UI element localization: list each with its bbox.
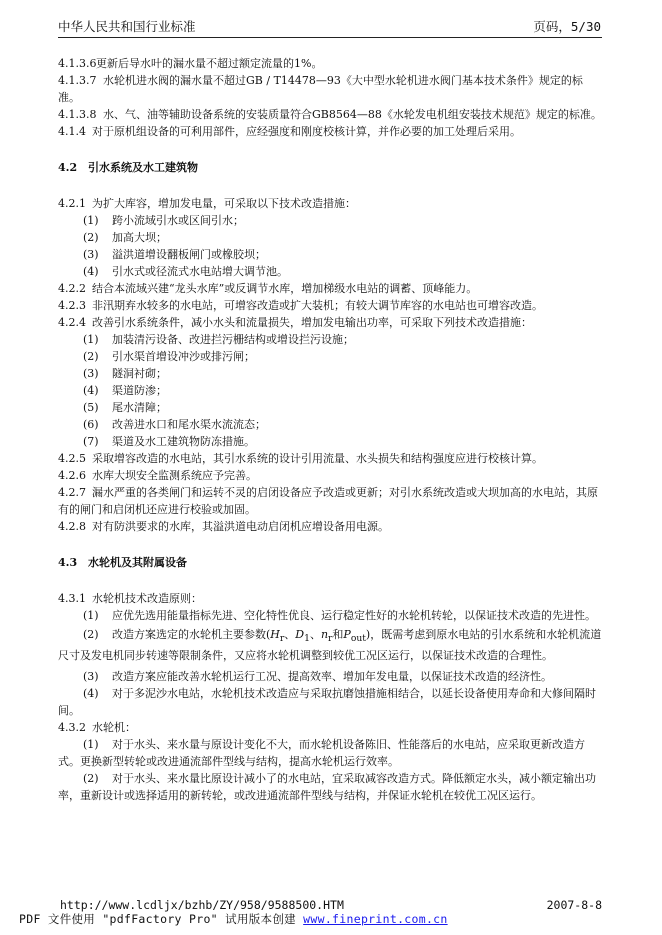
section-title: 水轮机及其附属设备 bbox=[88, 556, 187, 569]
principle-4 bbox=[58, 685, 602, 719]
list-item bbox=[58, 399, 602, 416]
clause-4-2-5 bbox=[58, 450, 602, 467]
clause-4-1-3-6 bbox=[58, 55, 602, 72]
item-number: (1) bbox=[83, 738, 99, 752]
clause-number: 4.1.3.7 bbox=[58, 74, 97, 87]
list-item bbox=[58, 263, 602, 280]
clause-number: 4.3.1 bbox=[58, 592, 86, 605]
item-text: 加高大坝； bbox=[112, 231, 167, 244]
list-item bbox=[58, 348, 602, 365]
item-text: 改善进水口和尾水渠水流流态； bbox=[112, 418, 266, 431]
item-text: 对于多泥沙水电站，水轮机技术改造应与采取抗磨蚀措施相结合，以延长设备使用寿命和大修间隔时间。 bbox=[58, 687, 596, 718]
item-text: 改造方案应能改善水轮机运行工况、提高效率、增加年发电量，以保证技术改造的经济性。 bbox=[112, 670, 552, 684]
item-number: (3) bbox=[83, 367, 99, 380]
item-number: (4) bbox=[83, 687, 99, 701]
item-text: 跨小流域引水或区间引水； bbox=[112, 214, 244, 227]
clause-4-1-3-8 bbox=[58, 106, 602, 123]
clause-number: 4.2.5 bbox=[58, 452, 86, 465]
clause-text: 采取增容改造的水电站，其引水系统的设计引用流量、水头损失和结构强度应进行校核计算。 bbox=[92, 452, 543, 465]
param-and: 和 bbox=[332, 628, 344, 641]
item-number: (3) bbox=[83, 248, 99, 261]
clause-text: 非汛期弃水较多的水电站，可增容改造或扩大装机；有较大调节库容的水电站也可增容改造。 bbox=[92, 299, 543, 312]
param-sep: 、 bbox=[284, 628, 296, 641]
item-number: (7) bbox=[83, 435, 99, 448]
clause-text: 漏水严重的各类闸门和运转不灵的启闭设备应予改造或更新；对引水系统改造或大坝加高的水电站，其原有的闸门和启闭机还应进行校验或加固。 bbox=[58, 486, 598, 516]
clause-number: 4.2.7 bbox=[58, 486, 86, 499]
document-body bbox=[58, 55, 602, 804]
list-item bbox=[58, 365, 602, 382]
clause-text: 水库大坝安全监测系统应予完善。 bbox=[92, 469, 257, 482]
item-number: (3) bbox=[83, 670, 99, 684]
item-number: (4) bbox=[83, 265, 99, 278]
clause-4-2-1 bbox=[58, 195, 602, 212]
item-number: (5) bbox=[83, 401, 99, 414]
param-sep: 、 bbox=[309, 628, 321, 641]
item-number: (2) bbox=[83, 628, 99, 641]
clause-4-3-1 bbox=[58, 590, 602, 607]
section-title: 引水系统及水工建筑物 bbox=[88, 161, 198, 174]
param-power: P bbox=[343, 628, 351, 641]
item-text-rest: )，既需考虑到原水电站的引水系统和水轮机流道尺寸及发电机同步转速等限制条件，又应将水轮机调整到较优工况区运行，以保证技术改造的合理性。 bbox=[58, 628, 602, 663]
item-number: (1) bbox=[83, 214, 99, 227]
item-text: 改造方案选定的水轮机主要参数( bbox=[112, 628, 271, 641]
clause-4-3-2 bbox=[58, 719, 602, 736]
clause-text: 对于原机组设备的可利用部件，应经强度和刚度校核计算，并作必要的加工处理后采用。 bbox=[92, 125, 521, 138]
pdf-watermark bbox=[19, 911, 448, 927]
clause-text: 水、气、油等辅助设备系统的安装质量符合GB8564—88《水轮发电机组安装技术规范》规定的标准。 bbox=[103, 108, 602, 121]
clause-text: 水轮机技术改造原则： bbox=[92, 592, 202, 605]
section-heading-4-3 bbox=[58, 554, 602, 571]
clause-4-2-3 bbox=[58, 297, 602, 314]
turbine-item-1 bbox=[58, 736, 602, 770]
item-text: 隧洞衬砌； bbox=[112, 367, 167, 380]
clause-4-2-8 bbox=[58, 518, 602, 535]
item-text: 渠道防渗； bbox=[112, 384, 167, 397]
clause-text: 为扩大库容，增加发电量，可采取以下技术改造措施： bbox=[92, 197, 356, 210]
param-power-sub: out bbox=[350, 633, 366, 645]
item-number: (1) bbox=[83, 609, 99, 622]
list-item bbox=[58, 416, 602, 433]
list-item bbox=[58, 331, 602, 348]
param-head: H bbox=[270, 628, 280, 641]
item-text: 应优先选用能量指标先进、空化特性优良、运行稳定性好的水轮机转轮，以保证技术改造的先进性。 bbox=[112, 609, 596, 622]
pdf-note-text: PDF 文件使用 "pdfFactory Pro" 试用版本创建 bbox=[19, 912, 304, 926]
item-text: 引水式或径流式水电站增大调节池。 bbox=[112, 265, 288, 278]
param-speed: n bbox=[320, 628, 329, 641]
principle-2 bbox=[58, 626, 602, 664]
item-text: 溢洪道增设翻板闸门或橡胶坝； bbox=[112, 248, 266, 261]
clause-number: 4.2.2 bbox=[58, 282, 86, 295]
clause-4-1-3-7 bbox=[58, 72, 602, 106]
item-text: 对于水头、来水量比原设计减小了的水电站，宜采取减容改造方式。降低额定水头，减小额定输出功率，重新设计或选择适用的新转轮，或改进通流部件型线与结构，并保证水轮机在较优工况区运行。 bbox=[58, 772, 596, 803]
clause-text: 对有防洪要求的水库，其溢洪道电动启闭机应增设备用电源。 bbox=[92, 520, 389, 533]
clause-text: 水轮机： bbox=[92, 721, 136, 735]
clause-4-2-7 bbox=[58, 484, 602, 518]
clause-text: 改善引水系统条件，减小水头和流量损失，增加发电输出功率，可采取下列技术改造措施： bbox=[92, 316, 532, 329]
param-diameter: D bbox=[295, 628, 305, 641]
clause-4-1-4 bbox=[58, 123, 602, 140]
page-number: 页码，5/30 bbox=[533, 19, 601, 34]
param-head-sub: r bbox=[279, 633, 285, 645]
list-item bbox=[58, 382, 602, 399]
header-divider bbox=[58, 37, 602, 38]
item-text: 加装清污设备、改进拦污栅结构或增设拦污设施； bbox=[112, 333, 354, 346]
param-speed-sub: r bbox=[328, 633, 333, 645]
turbine-item-2 bbox=[58, 770, 602, 804]
clause-number: 4.2.4 bbox=[58, 316, 86, 329]
section-heading-4-2 bbox=[58, 159, 602, 176]
list-item bbox=[58, 433, 602, 450]
clause-number: 4.2.6 bbox=[58, 469, 86, 482]
clause-number: 4.2.1 bbox=[58, 197, 86, 210]
clause-number: 4.1.4 bbox=[58, 125, 86, 138]
clause-number: 4.2.3 bbox=[58, 299, 86, 312]
item-number: (2) bbox=[83, 772, 99, 786]
clause-text: 结合本流域兴建“龙头水库”或反调节水库，增加梯级水电站的调蓄、顶峰能力。 bbox=[92, 282, 478, 295]
list-item bbox=[58, 246, 602, 263]
clause-4-2-4 bbox=[58, 314, 602, 331]
source-url: http://www.lcdljx/bzhb/ZY/958/9588500.HTM bbox=[60, 898, 344, 912]
section-number: 4.3 bbox=[58, 556, 78, 569]
header-title: 中华人民共和国行业标准 bbox=[58, 19, 196, 34]
clause-number: 4.3.2 bbox=[58, 721, 86, 735]
item-text: 对于水头、来水量与原设计变化不大，而水轮机设备陈旧、性能落后的水电站，应采取更新改造方式。更换新型转轮或改进通流部件型线与结构，提高水轮机运行效率。 bbox=[58, 738, 585, 769]
item-number: (1) bbox=[83, 333, 99, 346]
clause-number: 4.1.3.6 bbox=[58, 57, 97, 70]
item-text: 渠道及水工建筑物防冻措施。 bbox=[112, 435, 255, 448]
item-number: (6) bbox=[83, 418, 99, 431]
print-date: 2007-8-8 bbox=[546, 898, 602, 912]
param-diameter-sub: 1 bbox=[304, 633, 310, 645]
principle-3 bbox=[58, 668, 602, 685]
clause-number: 4.1.3.8 bbox=[58, 108, 97, 121]
list-item bbox=[58, 229, 602, 246]
item-number: (2) bbox=[83, 350, 99, 363]
clause-text: 更新后导水叶的漏水量不超过额定流量的1%。 bbox=[96, 57, 323, 70]
clause-text: 水轮机进水阀的漏水量不超过GB / T14478—93《大中型水轮机进水阀门基本技术条件》规定的标准。 bbox=[58, 74, 583, 104]
fineprint-link[interactable]: www.fineprint.com.cn bbox=[303, 912, 448, 926]
item-number: (2) bbox=[83, 231, 99, 244]
clause-number: 4.2.8 bbox=[58, 520, 86, 533]
list-item bbox=[58, 212, 602, 229]
item-text: 尾水清障； bbox=[112, 401, 167, 414]
clause-4-2-2 bbox=[58, 280, 602, 297]
item-text: 引水渠首增设冲沙或排污闸； bbox=[112, 350, 255, 363]
item-number: (4) bbox=[83, 384, 99, 397]
section-number: 4.2 bbox=[58, 161, 78, 174]
principle-1 bbox=[58, 607, 602, 624]
clause-4-2-6 bbox=[58, 467, 602, 484]
